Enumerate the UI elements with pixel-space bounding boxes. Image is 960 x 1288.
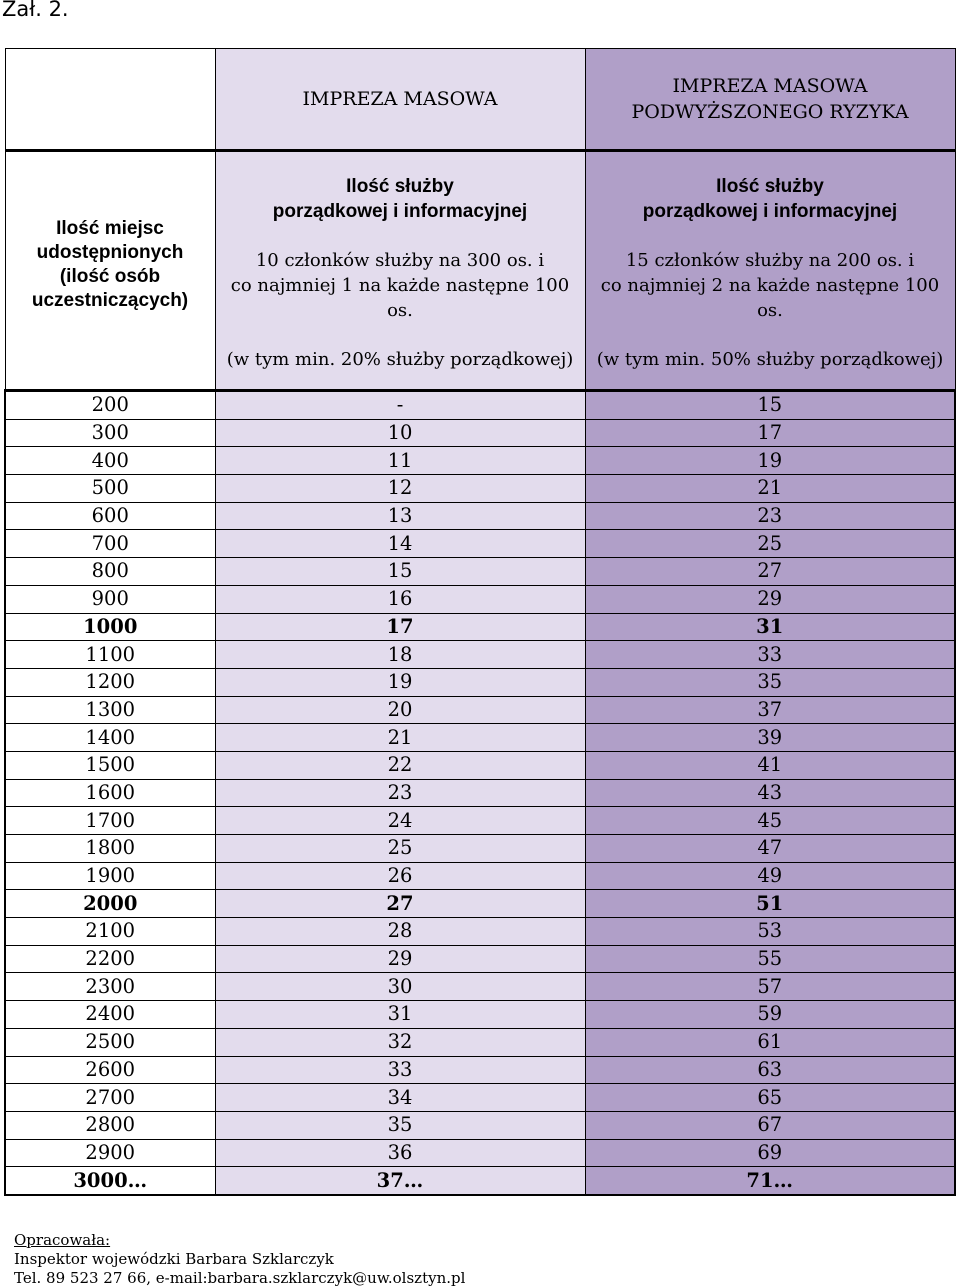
mass-staff-cell: 32 xyxy=(215,1028,585,1056)
mass-staff-cell: 22 xyxy=(215,751,585,779)
mass-staff-rule: co najmniej 1 na każde następne 100 os. xyxy=(230,274,570,321)
high-risk-staff-header xyxy=(585,151,955,391)
mass-staff-cell: 16 xyxy=(215,585,585,613)
mass-staff-cell: 21 xyxy=(215,724,585,752)
places-cell: 2700 xyxy=(5,1084,215,1112)
table-row xyxy=(5,1028,955,1056)
mass-staff-cell: 10 xyxy=(215,419,585,447)
mass-staff-cell: - xyxy=(215,391,585,420)
high-risk-staff-cell: 17 xyxy=(585,419,955,447)
high-risk-title-line1: IMPREZA MASOWA xyxy=(672,75,868,97)
mass-event-title: IMPREZA MASOWA xyxy=(302,88,498,110)
high-risk-staff-title: Ilość służby xyxy=(716,175,824,197)
high-risk-staff-cell: 31 xyxy=(585,613,955,641)
table-row xyxy=(5,1056,955,1084)
high-risk-staff-cell: 39 xyxy=(585,724,955,752)
high-risk-staff-rule: 15 członków służby na 200 os. i xyxy=(625,249,915,271)
attachment-label: Zał. 2. xyxy=(2,0,69,21)
high-risk-staff-note: (w tym min. 50% służby porządkowej) xyxy=(596,348,944,370)
high-risk-staff-cell: 25 xyxy=(585,530,955,558)
high-risk-staff-cell: 65 xyxy=(585,1084,955,1112)
subheader-row xyxy=(5,151,955,391)
high-risk-staff-cell: 57 xyxy=(585,973,955,1001)
high-risk-staff-cell: 67 xyxy=(585,1111,955,1139)
high-risk-staff-cell: 27 xyxy=(585,558,955,586)
table-row xyxy=(5,447,955,475)
table-row xyxy=(5,918,955,946)
mass-staff-cell: 14 xyxy=(215,530,585,558)
mass-staff-cell: 17 xyxy=(215,613,585,641)
high-risk-staff-cell: 69 xyxy=(585,1139,955,1167)
mass-staff-cell: 34 xyxy=(215,1084,585,1112)
table-row xyxy=(5,1111,955,1139)
table-row xyxy=(5,502,955,530)
high-risk-staff-cell: 61 xyxy=(585,1028,955,1056)
places-cell: 1600 xyxy=(5,779,215,807)
mass-staff-cell: 19 xyxy=(215,668,585,696)
mass-staff-cell: 18 xyxy=(215,641,585,669)
footer xyxy=(14,1231,465,1288)
high-risk-staff-cell: 51 xyxy=(585,890,955,918)
table-row xyxy=(5,724,955,752)
mass-staff-cell: 27 xyxy=(215,890,585,918)
high-risk-staff-title: porządkowej i informacyjnej xyxy=(642,200,898,222)
header-row xyxy=(5,49,955,151)
table-row xyxy=(5,558,955,586)
mass-staff-cell: 23 xyxy=(215,779,585,807)
prepared-by-label: Opracowała: xyxy=(14,1231,111,1249)
high-risk-staff-cell: 37 xyxy=(585,696,955,724)
high-risk-staff-cell: 21 xyxy=(585,475,955,503)
places-cell: 2600 xyxy=(5,1056,215,1084)
header-empty-cell xyxy=(5,49,215,151)
places-cell: 2100 xyxy=(5,918,215,946)
high-risk-staff-cell: 71… xyxy=(585,1167,955,1195)
author-line: Inspektor wojewódzki Barbara Szklarczyk xyxy=(14,1250,334,1268)
mass-staff-title: porządkowej i informacyjnej xyxy=(272,200,528,222)
table-row xyxy=(5,668,955,696)
places-cell: 1300 xyxy=(5,696,215,724)
mass-staff-cell: 24 xyxy=(215,807,585,835)
table-row xyxy=(5,862,955,890)
table-row xyxy=(5,945,955,973)
places-cell: 1100 xyxy=(5,641,215,669)
high-risk-staff-cell: 35 xyxy=(585,668,955,696)
high-risk-staff-cell: 53 xyxy=(585,918,955,946)
places-header-line: (ilość osób xyxy=(59,265,161,287)
table-row xyxy=(5,779,955,807)
table-row xyxy=(5,807,955,835)
table-row xyxy=(5,613,955,641)
places-cell: 2900 xyxy=(5,1139,215,1167)
high-risk-staff-cell: 43 xyxy=(585,779,955,807)
mass-staff-cell: 25 xyxy=(215,835,585,863)
header-mass-event xyxy=(215,49,585,151)
places-cell: 1400 xyxy=(5,724,215,752)
high-risk-staff-cell: 29 xyxy=(585,585,955,613)
high-risk-staff-cell: 33 xyxy=(585,641,955,669)
mass-staff-cell: 15 xyxy=(215,558,585,586)
mass-staff-rule: 10 członków służby na 300 os. i xyxy=(255,249,545,271)
contact-line: Tel. 89 523 27 66, e-mail:barbara.szklarczyk@uw.olsztyn.pl xyxy=(14,1269,466,1287)
places-cell: 2800 xyxy=(5,1111,215,1139)
table-row xyxy=(5,419,955,447)
table-row xyxy=(5,751,955,779)
high-risk-title-line2: PODWYŻSZONEGO RYZYKA xyxy=(631,101,909,123)
high-risk-staff-cell: 63 xyxy=(585,1056,955,1084)
table-row xyxy=(5,391,955,420)
table-row xyxy=(5,973,955,1001)
mass-staff-cell: 36 xyxy=(215,1139,585,1167)
mass-staff-cell: 12 xyxy=(215,475,585,503)
mass-staff-note: (w tym min. 20% służby porządkowej) xyxy=(226,348,574,370)
places-header-line: Ilość miejsc xyxy=(56,217,164,239)
mass-staff-cell: 37… xyxy=(215,1167,585,1195)
places-cell: 400 xyxy=(5,447,215,475)
mass-staff-cell: 28 xyxy=(215,918,585,946)
mass-staff-cell: 31 xyxy=(215,1001,585,1029)
places-cell: 1700 xyxy=(5,807,215,835)
table-row xyxy=(5,1084,955,1112)
places-cell: 2400 xyxy=(5,1001,215,1029)
header-high-risk-event xyxy=(585,49,955,151)
places-cell: 1000 xyxy=(5,613,215,641)
high-risk-staff-cell: 45 xyxy=(585,807,955,835)
mass-staff-cell: 26 xyxy=(215,862,585,890)
mass-staff-cell: 20 xyxy=(215,696,585,724)
staffing-table xyxy=(4,48,956,1196)
table-row xyxy=(5,890,955,918)
mass-staff-cell: 30 xyxy=(215,973,585,1001)
table-row xyxy=(5,835,955,863)
mass-staff-cell: 35 xyxy=(215,1111,585,1139)
table-row xyxy=(5,1167,955,1195)
places-header-line: uczestniczących) xyxy=(31,289,189,311)
places-cell: 2500 xyxy=(5,1028,215,1056)
table-row xyxy=(5,1139,955,1167)
high-risk-staff-cell: 55 xyxy=(585,945,955,973)
places-column-header xyxy=(5,151,215,391)
places-cell: 1900 xyxy=(5,862,215,890)
places-header-line: udostępnionych xyxy=(36,241,184,263)
high-risk-staff-cell: 19 xyxy=(585,447,955,475)
places-cell: 1800 xyxy=(5,835,215,863)
high-risk-staff-cell: 15 xyxy=(585,391,955,420)
places-cell: 700 xyxy=(5,530,215,558)
table-row xyxy=(5,475,955,503)
mass-staff-cell: 11 xyxy=(215,447,585,475)
places-cell: 800 xyxy=(5,558,215,586)
high-risk-staff-cell: 59 xyxy=(585,1001,955,1029)
table-row xyxy=(5,696,955,724)
places-cell: 2300 xyxy=(5,973,215,1001)
table-row xyxy=(5,641,955,669)
high-risk-staff-cell: 47 xyxy=(585,835,955,863)
mass-staff-header xyxy=(215,151,585,391)
places-cell: 1500 xyxy=(5,751,215,779)
places-cell: 300 xyxy=(5,419,215,447)
table-row xyxy=(5,1001,955,1029)
places-cell: 500 xyxy=(5,475,215,503)
places-cell: 200 xyxy=(5,391,215,420)
places-cell: 1200 xyxy=(5,668,215,696)
table-row xyxy=(5,530,955,558)
places-cell: 3000… xyxy=(5,1167,215,1195)
high-risk-staff-cell: 41 xyxy=(585,751,955,779)
high-risk-staff-cell: 49 xyxy=(585,862,955,890)
high-risk-staff-cell: 23 xyxy=(585,502,955,530)
places-cell: 900 xyxy=(5,585,215,613)
mass-staff-cell: 13 xyxy=(215,502,585,530)
mass-staff-title: Ilość służby xyxy=(346,175,454,197)
places-cell: 2000 xyxy=(5,890,215,918)
mass-staff-cell: 29 xyxy=(215,945,585,973)
table-row xyxy=(5,585,955,613)
places-cell: 2200 xyxy=(5,945,215,973)
mass-staff-cell: 33 xyxy=(215,1056,585,1084)
places-cell: 600 xyxy=(5,502,215,530)
high-risk-staff-rule: co najmniej 2 na każde następne 100 os. xyxy=(600,274,940,321)
